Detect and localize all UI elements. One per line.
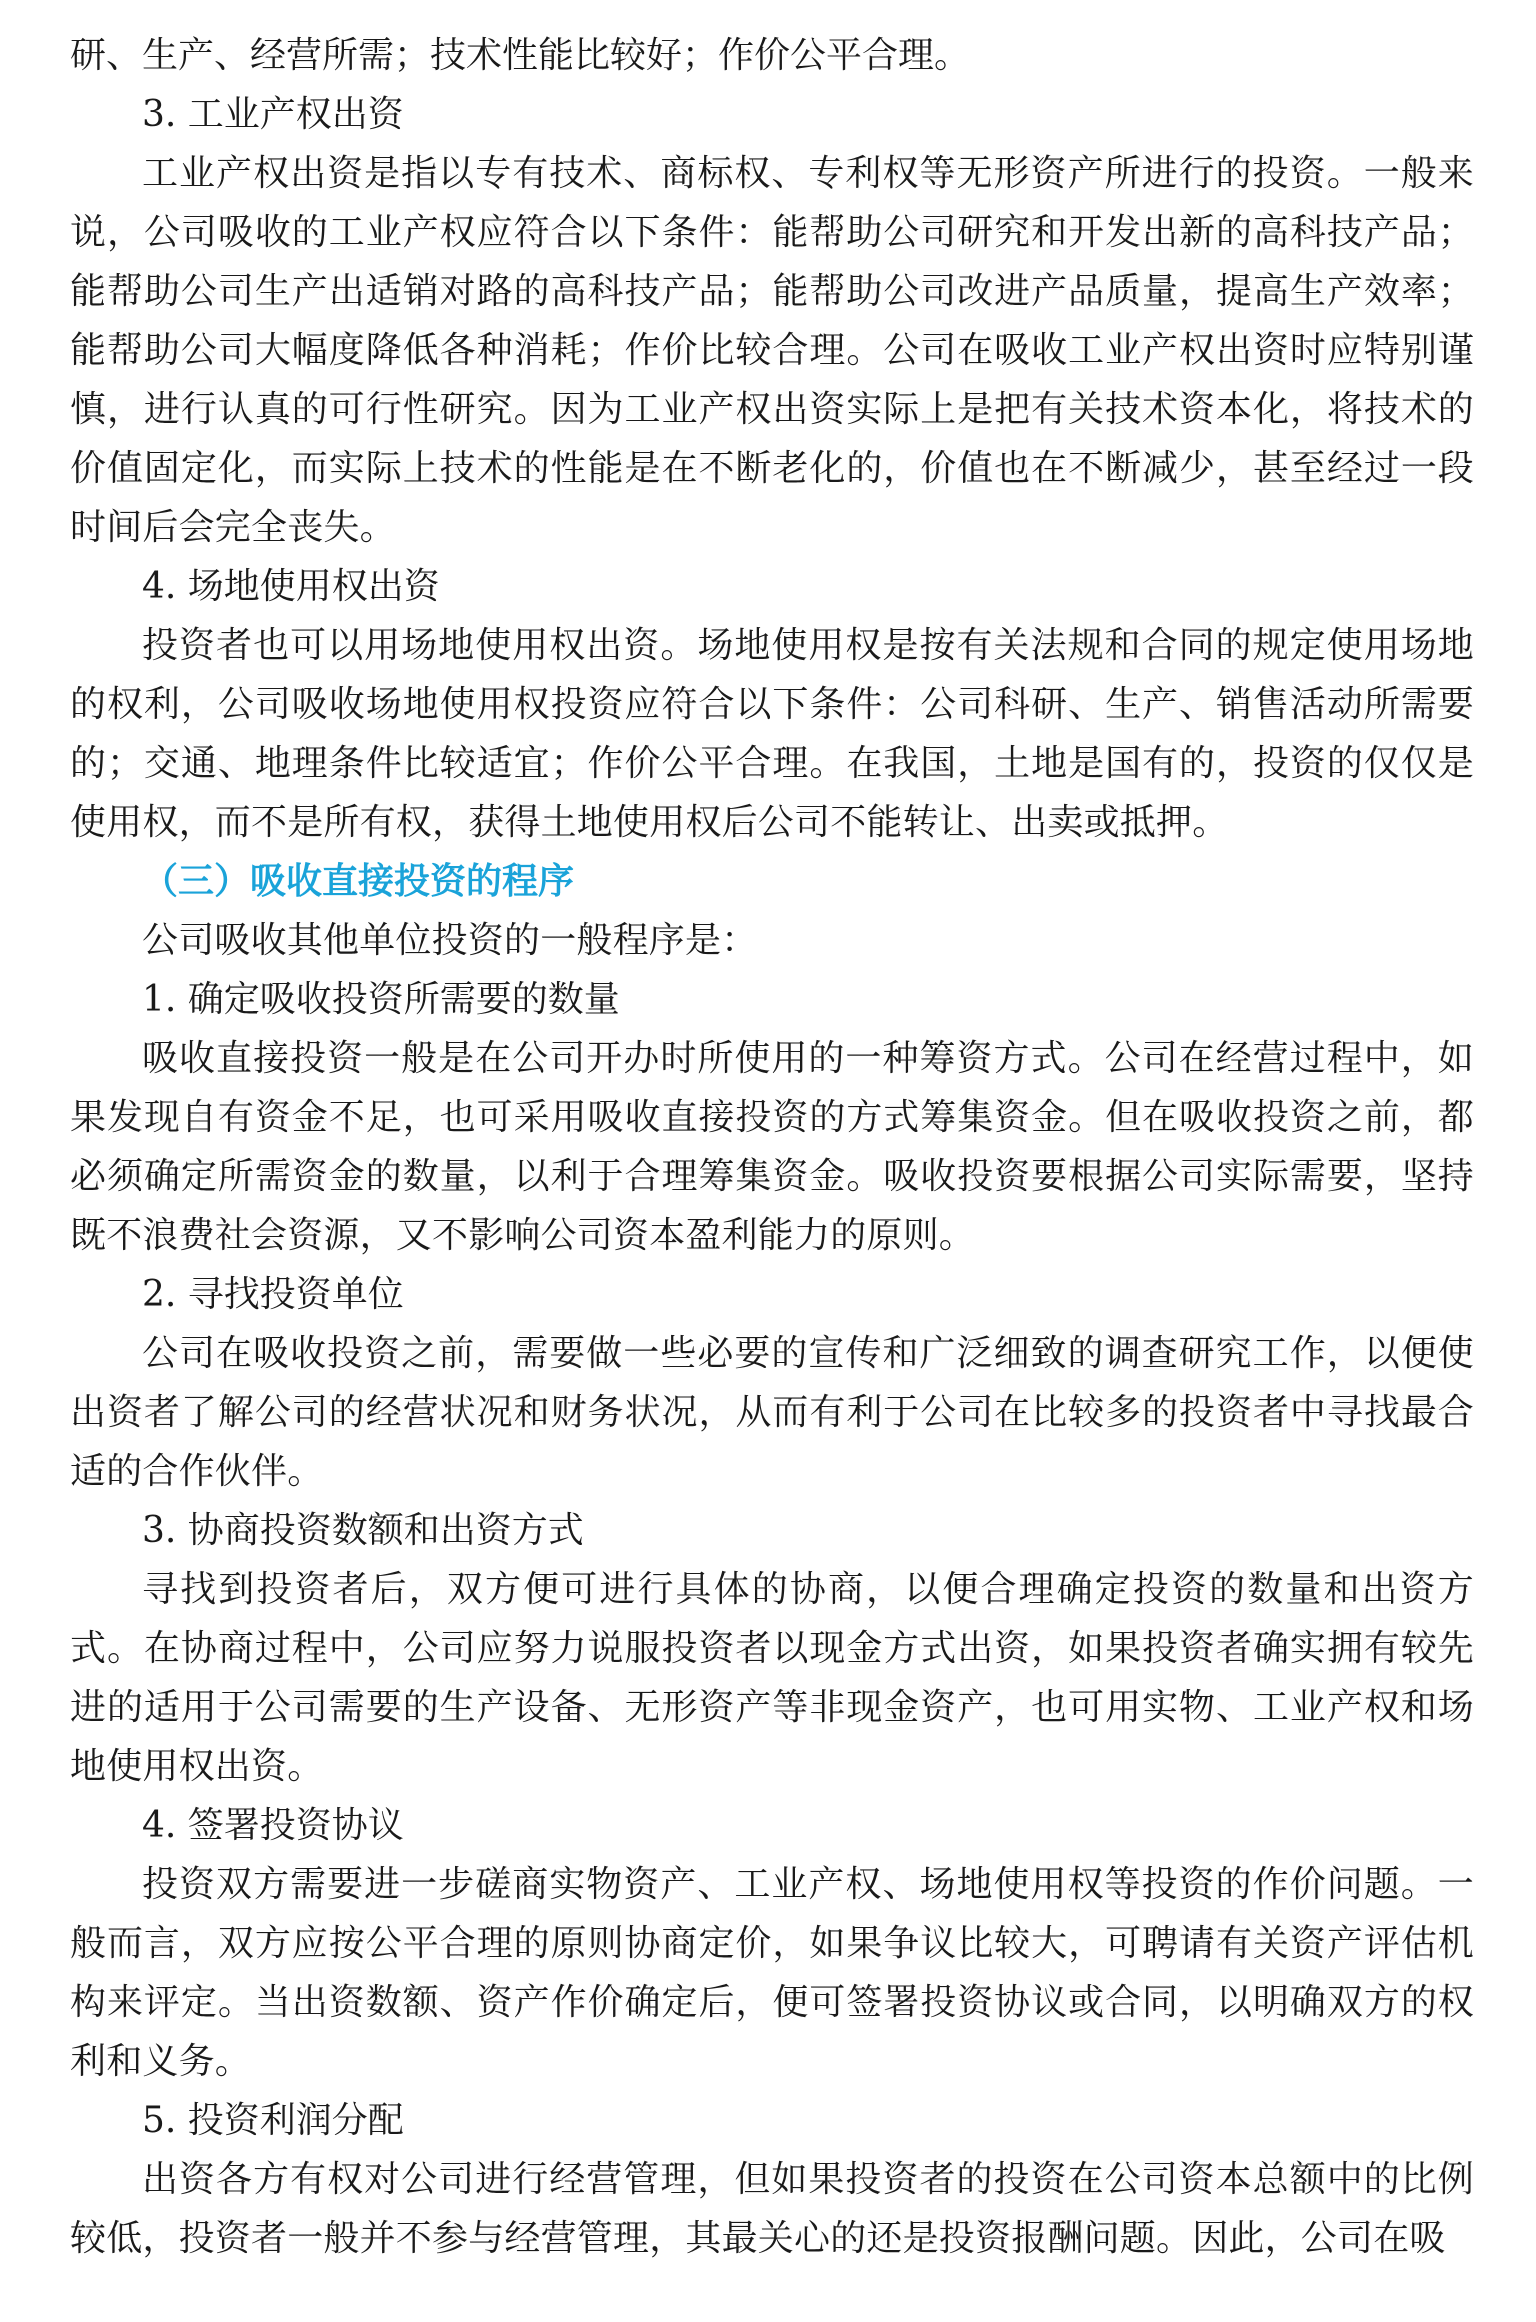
subheading-land-use-right: 4. 场地使用权出资 — [142, 566, 440, 607]
paragraph-find-investors: 公司在吸收投资之前，需要做一些必要的宣传和广泛细致的调查研究工作，以便使出资者了解公司的经营状况和财务状况，从而有利于公司在比较多的投资者中寻找最合适的合作伙伴。 — [70, 1333, 1474, 1492]
paragraph-sign-agreement: 投资双方需要进一步磋商实物资产、工业产权、场地使用权等投资的作价问题。一般而言，双方应按公平合理的原则协商定价，如果争议比较大，可聘请有关资产评估机构来评定。当出资数额、资产作价确定后，便可签署投资协议或合同，以明确双方的权利和义务。 — [70, 1864, 1474, 2082]
subheading-profit-distribution: 5. 投资利润分配 — [142, 2100, 404, 2141]
continued-paragraph: 研、生产、经营所需；技术性能比较好；作价公平合理。 — [70, 35, 971, 76]
subheading-negotiate: 3. 协商投资数额和出资方式 — [142, 1510, 584, 1551]
section-title-procedure: （三）吸收直接投资的程序 — [142, 860, 575, 902]
paragraph-profit-distribution: 出资各方有权对公司进行经营管理，但如果投资者的投资在公司资本总额中的比例较低，投资者一般并不参与经营管理，其最关心的还是投资报酬问题。因此，公司在吸 — [70, 2159, 1474, 2259]
subheading-industrial-property: 3. 工业产权出资 — [142, 94, 404, 135]
paragraph-procedure-intro: 公司吸收其他单位投资的一般程序是： — [142, 920, 758, 961]
subheading-sign-agreement: 4. 签署投资协议 — [142, 1805, 404, 1846]
paragraph-industrial-property: 工业产权出资是指以专有技术、商标权、专利权等无形资产所进行的投资。一般来说，公司吸收的工业产权应符合以下条件：能帮助公司研究和开发出新的高科技产品；能帮助公司生产出适销对路的高科技产品；能帮助公司改进产品质量，提高生产效率；能帮助公司大幅度降低各种消耗；作价比较合理。公司在吸收工业产权出资时应特别谨慎，进行认真的可行性研究。因为工业产权出资实际上是把有关技术资本化，将技术的价值固定化，而实际上技术的性能是在不断老化的，价值也在不断减少，甚至经过一段时间后会完全丧失。 — [70, 153, 1474, 548]
subheading-find-investors: 2. 寻找投资单位 — [142, 1274, 404, 1315]
paragraph-determine-amount: 吸收直接投资一般是在公司开办时所使用的一种筹资方式。公司在经营过程中，如果发现自有资金不足，也可采用吸收直接投资的方式筹集资金。但在吸收投资之前，都必须确定所需资金的数量，以利于合理筹集资金。吸收投资要根据公司实际需要，坚持既不浪费社会资源，又不影响公司资本盈利能力的原则。 — [70, 1038, 1474, 1256]
subheading-determine-amount: 1. 确定吸收投资所需要的数量 — [142, 979, 620, 1020]
paragraph-negotiate: 寻找到投资者后，双方便可进行具体的协商，以便合理确定投资的数量和出资方式。在协商过程中，公司应努力说服投资者以现金方式出资，如果投资者确实拥有较先进的适用于公司需要的生产设备、无形资产等非现金资产，也可用实物、工业产权和场地使用权出资。 — [70, 1569, 1474, 1787]
paragraph-land-use-right: 投资者也可以用场地使用权出资。场地使用权是按有关法规和合同的规定使用场地的权利，公司吸收场地使用权投资应符合以下条件：公司科研、生产、销售活动所需要的；交通、地理条件比较适宜；作价公平合理。在我国，土地是国有的，投资的仅仅是使用权，而不是所有权，获得土地使用权后公司不能转让、出卖或抵押。 — [70, 625, 1474, 843]
